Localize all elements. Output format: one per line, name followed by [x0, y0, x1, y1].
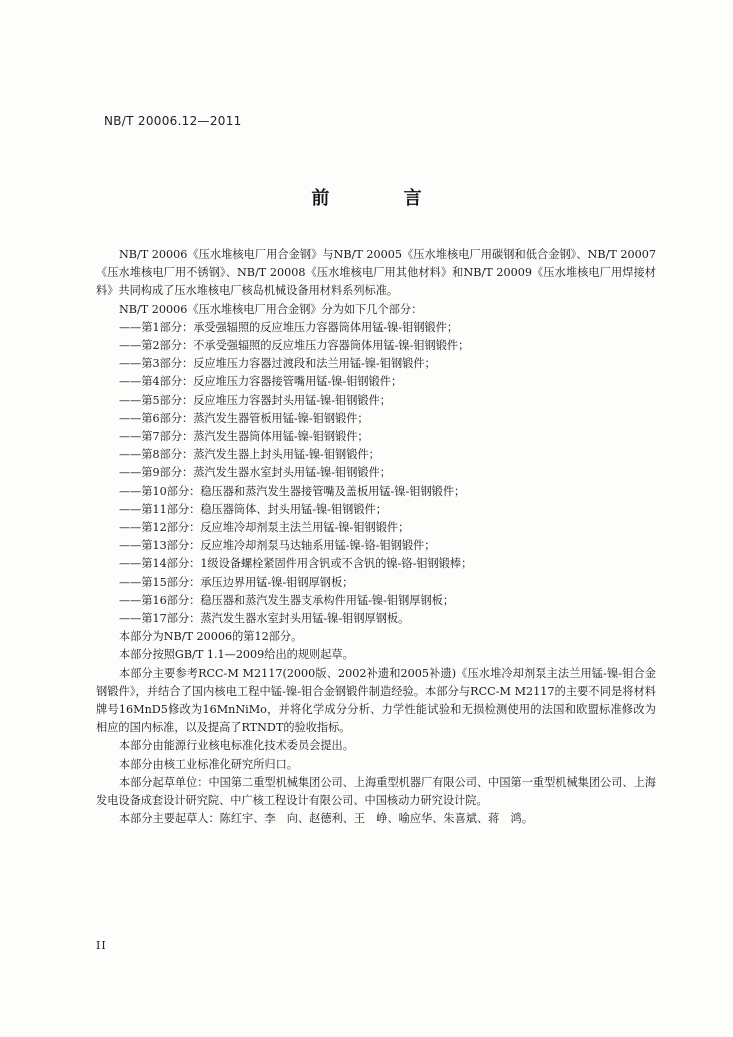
- list-item: ——第4部分：反应堆压力容器接管嘴用锰-镍-钼钢锻件；: [118, 375, 403, 389]
- paragraph-drafting-rules: 本部分按照GB/T 1.1—2009给出的规则起草。: [118, 648, 354, 662]
- list-item: ——第7部分：蒸汽发生器筒体用锰-镍-钼钢锻件；: [118, 430, 369, 444]
- list-item: ——第15部分：承压边界用锰-镍-钼钢厚钢板；: [118, 575, 354, 589]
- list-item: ——第12部分：反应堆冷却剂泵主法兰用锰-镍-钼钢锻件；: [118, 521, 410, 535]
- section-title: 前 言: [311, 188, 456, 209]
- foreword-body: [96, 246, 656, 829]
- list-item: ——第16部分：稳压器和蒸汽发生器支承构件用锰-镍-钼钢厚钢板；: [118, 593, 455, 607]
- paragraph-parts-intro: NB/T 20006《压水堆核电厂用合金钢》分为如下几个部分：: [118, 302, 423, 316]
- list-item: ——第14部分：1级设备螺栓紧固件用含钒或不含钒的镍-铬-钼钢锻棒；: [118, 557, 473, 571]
- document-code: NB/T 20006.12—2011: [104, 114, 242, 128]
- paragraph-centralized-by: 本部分由核工业标准化研究所归口。: [118, 757, 298, 771]
- paragraph-proposed-by: 本部分由能源行业核电标准化技术委员会提出。: [118, 739, 354, 753]
- list-item: ——第17部分：蒸汽发生器水室封头用锰-镍-钼钢厚钢板。: [118, 612, 410, 626]
- paragraph-part-number: 本部分为NB/T 20006的第12部分。: [118, 630, 303, 644]
- paragraph-standards-series: NB/T 20006《压水堆核电厂用合金钢》与NB/T 20005《压水堆核电厂用碳钢和低合金钢》、NB/T 20007《压水堆核电厂用不锈钢》、NB/T 20008《压水堆核电厂用其他材料》和NB/T 20009《压水堆核电厂用焊接材料》共同构成了压水堆核电厂核岛机械设备用材料系列标准。: [96, 248, 656, 298]
- page-number: II: [96, 939, 107, 952]
- list-item: ——第11部分：稳压器筒体、封头用锰-镍-钼钢锻件；: [118, 502, 387, 516]
- list-item: ——第13部分：反应堆冷却剂泵马达轴系用锰-镍-铬-钼钢锻件；: [118, 539, 436, 553]
- list-item: ——第1部分：承受强辐照的反应堆压力容器筒体用锰-镍-钼钢锻件；: [118, 320, 459, 334]
- list-item: ——第9部分：蒸汽发生器水室封头用锰-镍-钼钢锻件；: [118, 466, 391, 480]
- list-item: ——第3部分：反应堆压力容器过渡段和法兰用锰-镍-钼钢锻件；: [118, 357, 436, 371]
- paragraph-references: 本部分主要参考RCC-M M2117(2000版、2002补遗和2005补遗)《压水堆冷却剂泵主法兰用锰-镍-钼合金钢锻件》，并结合了国内核电工程中锰-镍-钼合金钢锻件制造经验。本部分与RCC-M M2117的主要不同是将材料牌号16MnD5修改为16MnNiMo，并将化学成分分析、力学性能试验和无损检测使用的法国和欧盟标准修改为相应的国内标准，以及提高了RTNDT的验收指标。: [96, 666, 656, 735]
- paragraph-drafters: 本部分主要起草人：陈红宇、李 向、赵德利、王 峥、喻应华、朱喜斌、蒋 鸿。: [118, 812, 533, 826]
- list-item: ——第8部分：蒸汽发生器上封头用锰-镍-钼钢锻件；: [118, 448, 380, 462]
- list-item: ——第10部分：稳压器和蒸汽发生器接管嘴及盖板用锰-镍-钼钢锻件；: [118, 484, 466, 498]
- paragraph-drafting-units: 本部分起草单位：中国第二重型机械集团公司、上海重型机器厂有限公司、中国第一重型机械集团公司、上海发电设备成套设计研究院、中广核工程设计有限公司、中国核动力研究设计院。: [96, 775, 656, 808]
- parts-list: [96, 319, 656, 628]
- list-item: ——第5部分：反应堆压力容器封头用锰-镍-钼钢锻件；: [118, 393, 391, 407]
- list-item: ——第2部分：不承受强辐照的反应堆压力容器筒体用锰-镍-钼钢锻件；: [118, 339, 470, 353]
- list-item: ——第6部分：蒸汽发生器管板用锰-镍-钼钢锻件；: [118, 411, 369, 425]
